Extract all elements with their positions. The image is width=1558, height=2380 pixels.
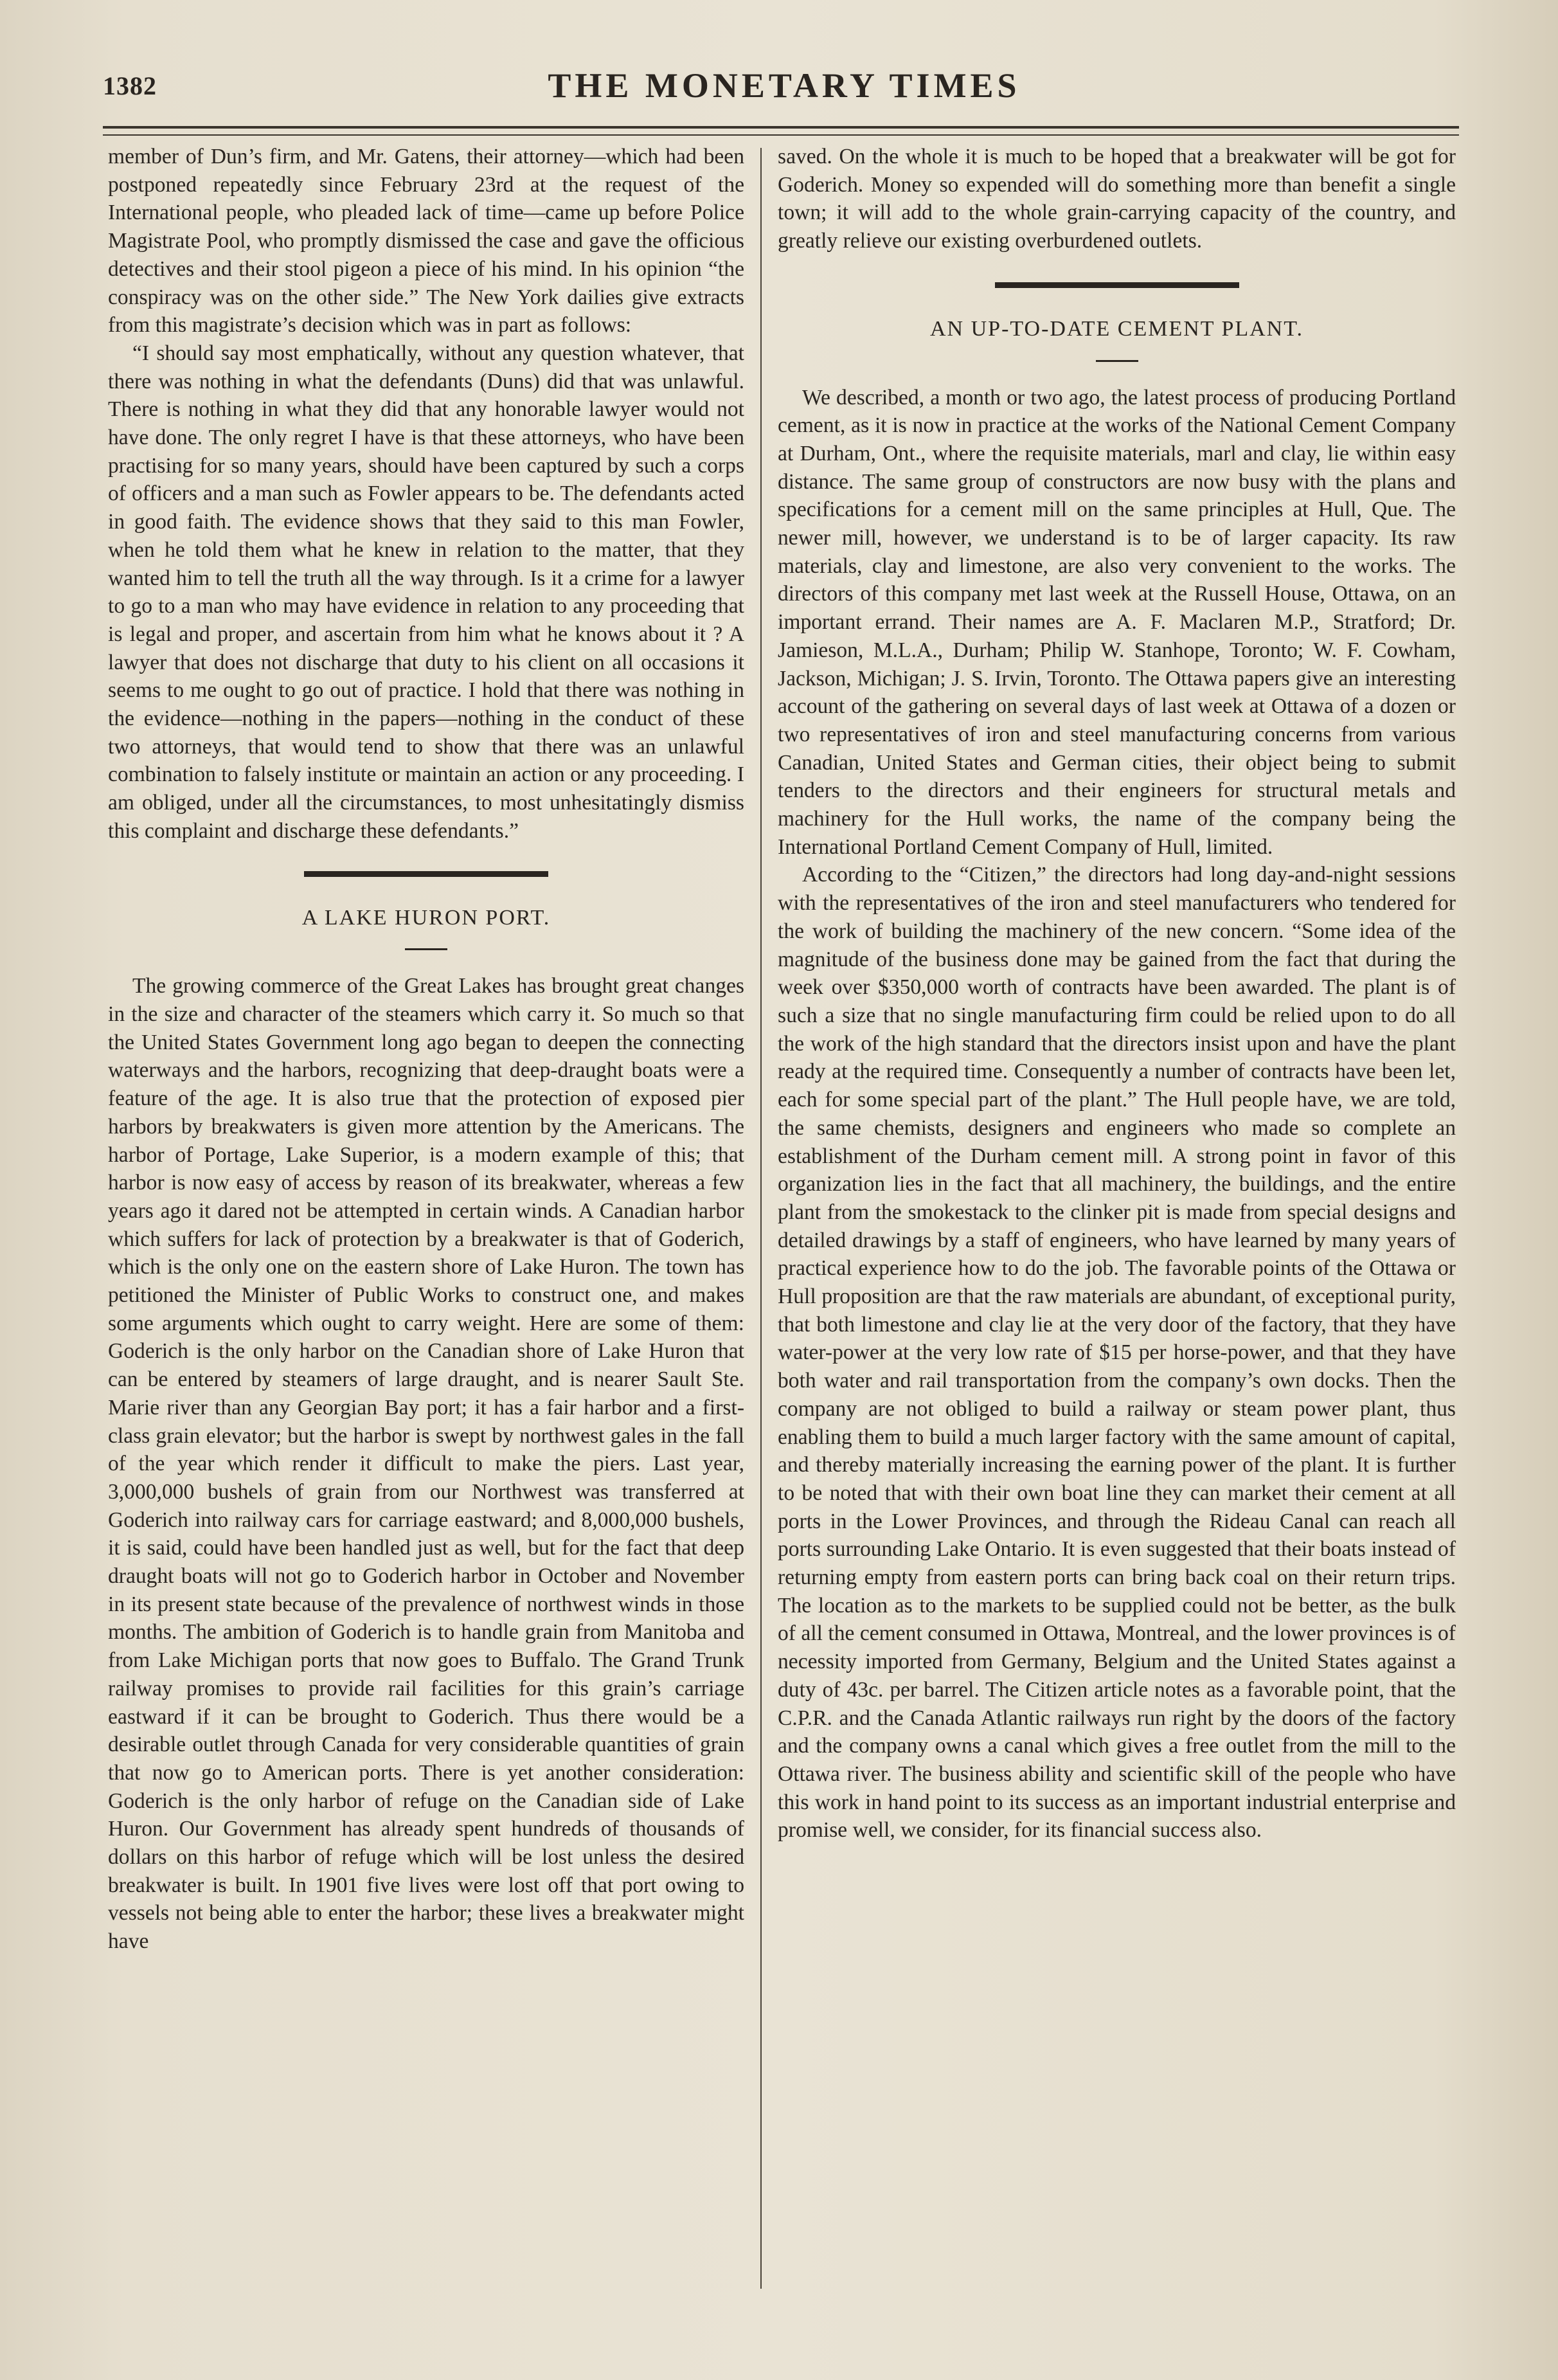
header-rule-thick	[103, 126, 1459, 129]
masthead-title: THE MONETARY TIMES	[548, 66, 1021, 105]
page-number: 1382	[103, 71, 157, 100]
cement-article-paragraph-2: According to the “Citizen,” the directors had long day-and-night sessions with the representatives of the iron and steel manufacturers who tendered for the work of building the machinery of the new concern. “Some idea of the magnitude of the business done may be gained from the fact that during the week over $350,000 worth of contracts have been awarded. The plant is of such a size that no single manufacturing firm could be relied upon to do all the work of the high standard that the directors insist upon and have the plant ready at the required time. Consequently a number of contracts have been let, each for some special part of the plant.” The Hull people have, we are told, the same chemists, designers and engineers who made so complete an establishment of the Durham cement mill. A strong point in favor of this organization lies in the fact that all machinery, the buildings, and the entire plant from the smokestack to the clinker pit is made from special designs and detailed drawings by a staff of engineers, who have learned by many years of practical experience how to do the job. The favorable points of the Ottawa or Hull proposition are that the raw materials are abundant, of exceptional purity, that both limestone and clay lie at the very door of the factory, that they have water-power at the very low rate of $15 per horse-power, and that they have both water and rail transportation from the company’s own docks. Then the company are not obliged to build a railway or steam power plant, thus enabling them to build a much larger factory with the same amount of capital, and thereby materially increasing the earning power of the plant. It is further to be noted that with their own boat line they can market their cement at all ports in the Lower Provinces, and through the Rideau Canal can reach all ports surrounding Lake Ontario. It is even suggested that their boats instead of returning empty from eastern ports can bring back coal on their return trips. The location as to the markets to be supplied could not be better, as the bulk of all the cement consumed in Ottawa, Montreal, and the lower provinces is of necessity imported from Germany, Belgium and the United States against a duty of 43c. per barrel. The Citizen article notes as a favorable point, that the C.P.R. and the Canada Atlantic railways run right by the doors of the factory and the company owns a canal which gives a free outlet from the mill to the Ottawa river. The business ability and scientific skill of the people who have this work in hand point to its success as an important industrial enterprise and promise well, we consider, for its financial success also.	[778, 863, 1456, 1843]
section-title-lake-huron-port: A LAKE HURON PORT.	[301, 905, 551, 930]
lake-huron-article-body: The growing commerce of the Great Lakes has brought great changes in the size and character of the steamers which carry it. So much so that the United States Government long ago began to deepen the connecting waterways and the harbors, recognizing that deep-draught boats were a feature of the age. It is also true that the protection of exposed pier harbors by breakwaters is given more attention by the Americans. The harbor of Portage, Lake Superior, is a modern example of this; that harbor is now easy of access by reason of its breakwater, whereas a few years ago it dared not be attempted in certain winds. A Canadian harbor which suffers for lack of protection by a breakwater is that of Goderich, which is the only one on the eastern shore of Lake Huron. The town has petitioned the Minister of Public Works to construct one, and makes some arguments which ought to carry weight. Here are some of them: Goderich is the only harbor on the Canadian shore of Lake Huron that can be entered by steamers of large draught, and is nearer Sault Ste. Marie river than any Georgian Bay port; it has a fair harbor and a first-class grain elevator; but the harbor is swept by northwest gales in the fall of the year which render it difficult to make the piers. Last year, 3,000,000 bushels of grain from our Northwest was transferred at Goderich into railway cars for carriage eastward; and 8,000,000 bushels, it is said, could have been handled just as well, but for the fact that deep draught boats will not go to Goderich harbor in October and November in its present state because of the prevalence of northwest winds in those months. The ambition of Goderich is to handle grain from Manitoba and from Lake Michigan ports that now goes to Buffalo. The Grand Trunk railway promises to provide rail facilities for this grain’s carriage eastward if it can be brought to Goderich. Thus there would be a desirable outlet through Canada for very considerable quantities of grain that now go to American ports. There is yet another consideration: Goderich is the only harbor of refuge on the Canadian side of Lake Huron. Our Government has already spent hundreds of thousands of dollars on this harbor of refuge which will be lost unless the desired breakwater is built. In 1901 five lives were lost off that port owing to vessels not being able to enter the harbor; these lives a breakwater might have	[108, 974, 744, 1954]
header-rule-thin	[103, 134, 1459, 136]
section-separator	[304, 871, 548, 877]
title-underline	[405, 948, 447, 950]
magistrate-quote: “I should say most emphatically, without any question whatever, that there was nothing in what the defendants (Duns) did that was unlawful. There is nothing in what they did that any honorable lawyer would not have done. The only regret I have is that these attorneys, who have been practising for so many years, should have been captured by such a corps of officers and a man such as Fowler appears to be. The defendants acted in good faith. The evidence shows that they said to this man Fowler, when he told them what he knew in relation to the matter, that they wanted him to tell the truth all the way through. Is it a crime for a lawyer to go to a man who may have evidence in relation to any proceeding that is legal and proper, and ascertain from him what he knows about it ? A lawyer that does not discharge that duty to his client on all occasions it seems to me ought to go out of practice. I hold that there was nothing in the evidence—nothing in the papers—nothing in the conduct of these two attorneys, that would tend to show that there was an unlawful combination to falsely institute or maintain an action or any proceeding. I am obliged, under all the circumstances, to most unhesitatingly dismiss this complaint and discharge these defendants.”	[108, 341, 744, 843]
column-divider	[760, 148, 762, 2289]
page-header	[103, 66, 1465, 117]
left-paragraph-1: member of Dun’s firm, and Mr. Gatens, their attorney—which had been postponed repeatedly since February 23rd at the request of the International people, who pleaded lack of time—came up before Police Magistrate Pool, who promptly dismissed the case and gave the officious detectives and their stool pigeon a piece of his mind. In his opinion “the conspiracy was on the other side.” The New York dailies give extracts from this magistrate’s decision which was in part as follows:	[108, 145, 744, 338]
section-separator	[995, 282, 1239, 288]
right-paragraph-continuation: saved. On the whole it is much to be hoped that a breakwater will be got for Goderich. Money so expended will do something more than benefit a single town; it will add to the whole grain-carrying capacity of the country, and greatly relieve our existing overburdened outlets.	[778, 145, 1456, 253]
section-title-cement-plant: AN UP-TO-DATE CEMENT PLANT.	[930, 316, 1303, 341]
left-column	[108, 143, 744, 1956]
title-underline	[1096, 360, 1138, 362]
right-column	[778, 143, 1456, 1844]
cement-article-paragraph-1: We described, a month or two ago, the latest process of producing Portland cement, as it is now in practice at the works of the National Cement Company at Durham, Ont., where the requisite materials, marl and clay, lie within easy distance. The same group of constructors are now busy with the plans and specifications for a cement mill on the same principles at Hull, Que. The newer mill, however, we understand is to be of larger capacity. Its raw materials, clay and limestone, are also very convenient to the works. The directors of this company met last week at the Russell House, Ottawa, on an important errand. Their names are A. F. Maclaren M.P., Stratford; Dr. Jamieson, M.L.A., Durham; Philip W. Stanhope, Toronto; W. F. Cowham, Jackson, Michigan; J. S. Irvin, Toronto. The Ottawa papers give an interesting account of the gathering on several days of last week at Ottawa of a dozen or two representatives of iron and steel manufacturing concerns from various Canadian, United States and German cities, their object being to submit tenders to the directors and their engineers for structural metals and machinery for the Hull works, the name of the company being the International Portland Cement Company of Hull, limited.	[778, 385, 1456, 859]
